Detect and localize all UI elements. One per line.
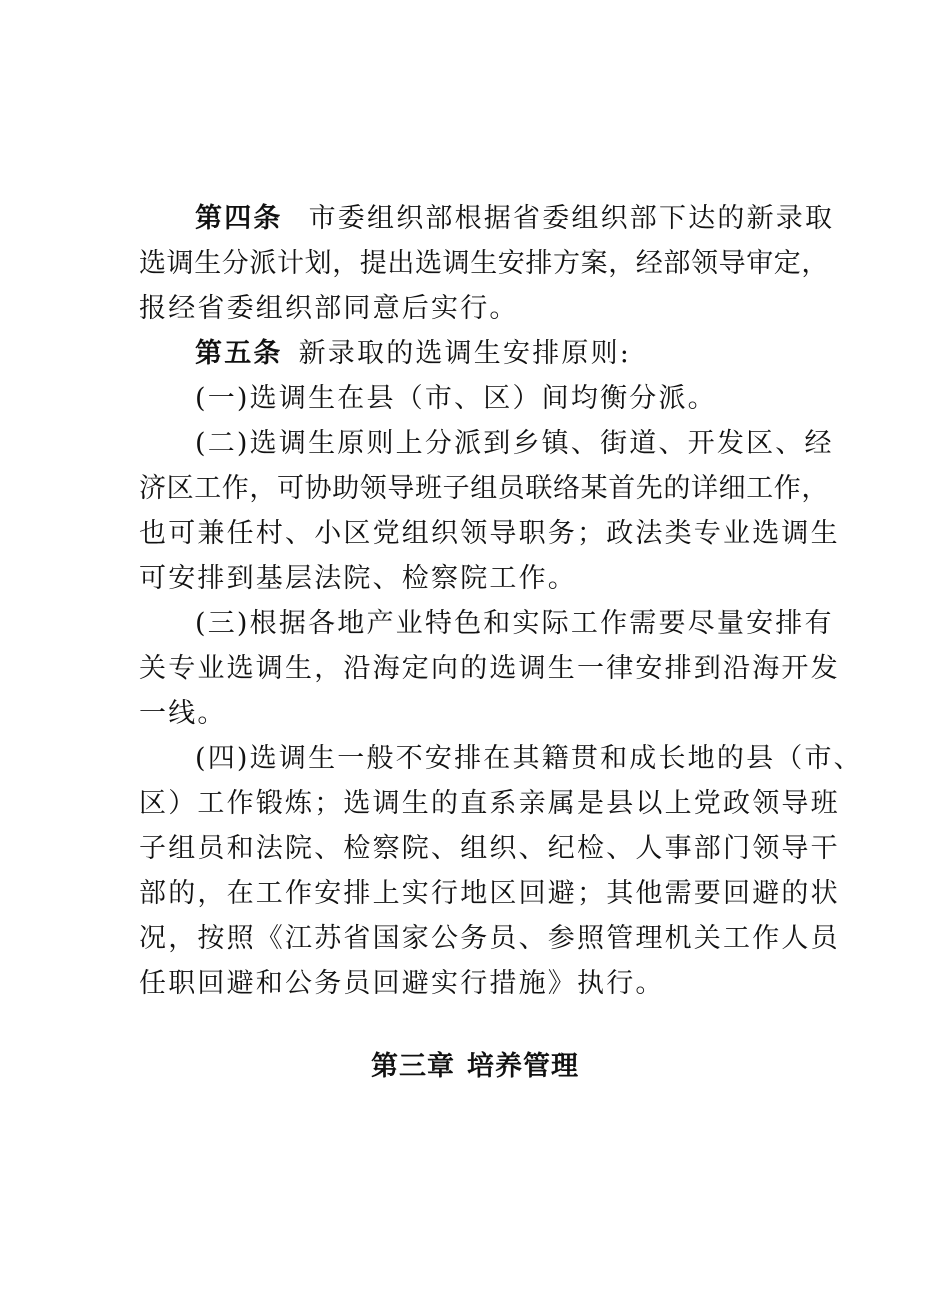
article-4-line-1	[139, 196, 833, 241]
chapter-heading	[0, 1044, 950, 1089]
item-2-line-4: 可安排到基层法院、检察院工作。	[139, 563, 577, 594]
item-2-line-2: 济区工作，可协助领导班子组员联络某首先的详细工作，	[139, 473, 829, 504]
item-4-label: (四)	[195, 743, 250, 774]
item-4-text: 选调生一般不安排在其籍贯和成长地的县（市、	[249, 743, 863, 774]
item-2-text: 选调生原则上分派到乡镇、街道、开发区、经	[249, 428, 834, 459]
item-3-label: (三)	[195, 608, 250, 639]
article-5-heading: 第五条	[195, 338, 283, 369]
item-3-text: 根据各地产业特色和实际工作需要尽量安排有	[249, 608, 834, 639]
item-4-line-2: 区）工作锻炼；选调生的直系亲属是县以上党政领导班	[139, 788, 840, 819]
item-1-text: 选调生在县（市、区）间均衡分派。	[249, 383, 717, 414]
item-2-line-1	[139, 421, 833, 466]
item-4-line-1	[139, 736, 863, 781]
item-2-label: (二)	[195, 428, 250, 459]
item-4-line-6: 任职回避和公务员回避实行措施》执行。	[139, 968, 665, 999]
item-1-label: (一)	[195, 383, 250, 414]
chapter-number: 第三章	[371, 1051, 455, 1082]
article-4-text: 市委组织部根据省委组织部下达的新录取	[308, 203, 835, 234]
document-body	[139, 196, 863, 1006]
article-5-line-1	[139, 331, 833, 376]
item-2-line-3: 也可兼任村、小区党组织领导职务；政法类专业选调生	[139, 518, 840, 549]
chapter-title: 培养管理	[467, 1051, 579, 1082]
item-3-line-1	[139, 601, 833, 646]
item-4-line-3: 子组员和法院、检察院、组织、纪检、人事部门领导干	[139, 833, 840, 864]
article-4-heading: 第四条	[195, 203, 283, 234]
item-4-line-5: 况，按照《江苏省国家公务员、参照管理机关工作人员	[139, 923, 840, 954]
article-4-line-3: 报经省委组织部同意后实行。	[139, 293, 519, 324]
item-3-line-3: 一线。	[139, 698, 227, 729]
item-3-line-2: 关专业选调生，沿海定向的选调生一律安排到沿海开发	[139, 653, 840, 684]
item-1-line-1	[139, 376, 833, 421]
item-4-line-4: 部的，在工作安排上实行地区回避；其他需要回避的状	[139, 878, 840, 909]
article-4-line-2: 选调生分派计划，提出选调生安排方案，经部领导审定，	[139, 248, 829, 279]
article-5-intro: 新录取的选调生安排原则:	[298, 338, 632, 369]
